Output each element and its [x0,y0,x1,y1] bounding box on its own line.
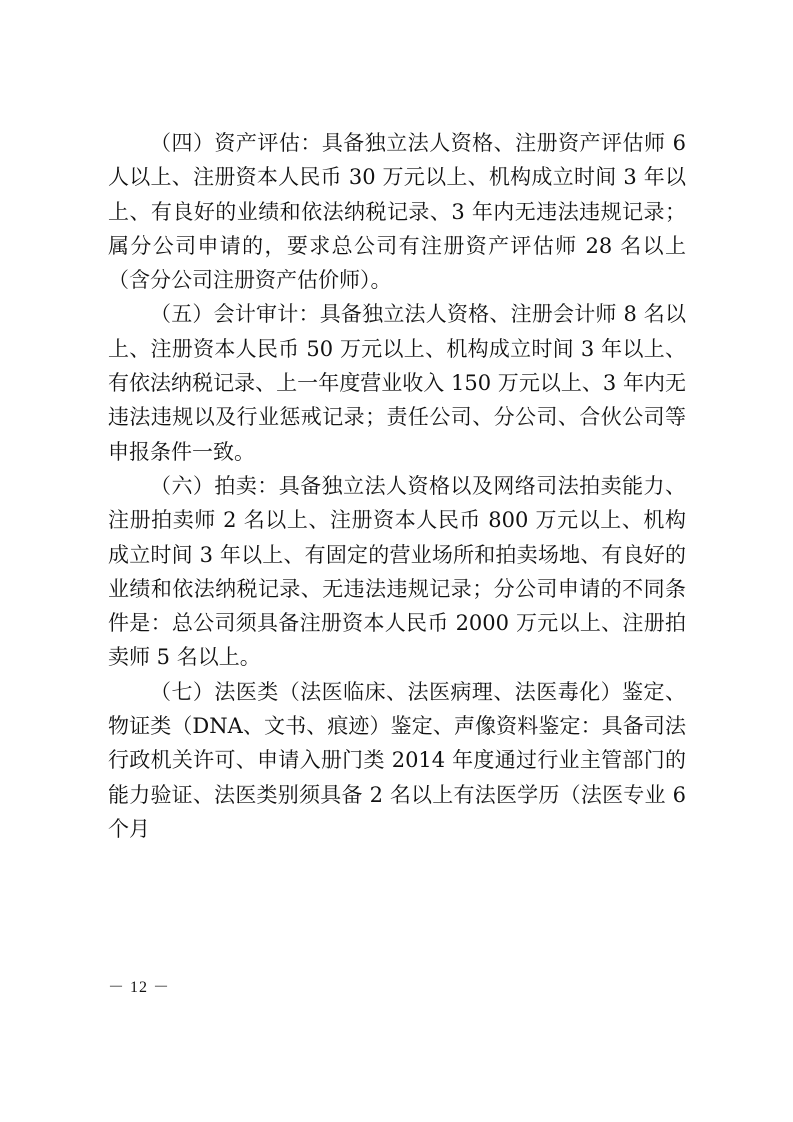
body-text [108,126,686,846]
paragraph-forensic-appraisal: （七）法医类（法医临床、法医病理、法医毒化）鉴定、物证类（DNA、文书、痕迹）鉴定、声像资料鉴定：具备司法行政机关许可、申请入册门类 2014 年度通过行业主管部门的能力验证、法医类别须具备 2 名以上有法医学历（法医专业 6 个月 [108,679,686,841]
page-number: － 12 － [108,979,171,996]
paragraph-accounting-audit: （五）会计审计：具备独立法人资格、注册会计师 8 名以上、注册资本人民币 50 万元以上、机构成立时间 3 年以上、有依法纳税记录、上一年度营业收入 150 万元以上、3 年内无违法违规以及行业惩戒记录；责任公司、分公司、合伙公司等申报条件一致。 [108,302,686,464]
paragraph-asset-appraisal: （四）资产评估：具备独立法人资格、注册资产评估师 6 人以上、注册资本人民币 30 万元以上、机构成立时间 3 年以上、有良好的业绩和依法纳税记录、3 年内无违法违规记录；属分公司申请的，要求总公司有注册资产评估师 28 名以上（含分公司注册资产估价师）。 [108,131,686,293]
paragraph-auction: （六）拍卖：具备独立法人资格以及网络司法拍卖能力、注册拍卖师 2 名以上、注册资本人民币 800 万元以上、机构成立时间 3 年以上、有固定的营业场所和拍卖场地、有良好的业绩和依法纳税记录、无违法违规记录；分公司申请的不同条件是：总公司须具备注册资本人民币 2000 万元以上、注册拍卖师 5 名以上。 [108,473,686,670]
